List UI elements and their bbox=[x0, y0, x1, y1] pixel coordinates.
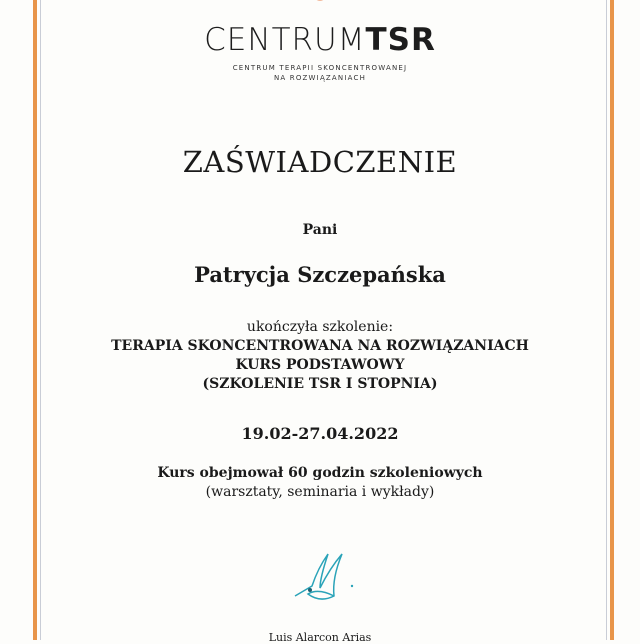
course-name: TERAPIA SKONCENTROWANA NA ROZWIĄZANIACH bbox=[111, 338, 529, 354]
logo bbox=[0, 22, 640, 58]
logo-subtitle bbox=[0, 63, 640, 83]
course-hours bbox=[0, 464, 640, 502]
recipient-name: Patrycja Szczepańska bbox=[194, 262, 446, 287]
logo-subtitle-line: CENTRUM TERAPII SKONCENTROWANEJ bbox=[232, 64, 408, 72]
salutation: Pani bbox=[302, 222, 338, 238]
logo-text-bold: TSR bbox=[365, 22, 436, 58]
certificate-title: ZAŚWIADCZENIE bbox=[182, 145, 458, 179]
hours-detail: (warsztaty, seminaria i wykłady) bbox=[205, 484, 435, 500]
signature bbox=[290, 548, 370, 608]
logo-mark-icon bbox=[300, 0, 340, 6]
course-level: KURS PODSTAWOWY bbox=[235, 357, 405, 373]
hours-line: Kurs obejmował 60 godzin szkoleniowych bbox=[157, 465, 483, 481]
body-line: ukończyła szkolenie: bbox=[246, 319, 394, 335]
course-description bbox=[0, 318, 640, 394]
course-dates: 19.02-27.04.2022 bbox=[241, 424, 399, 443]
logo-subtitle-line: NA ROZWIĄZANIACH bbox=[273, 74, 367, 82]
logo-text-light: CENTRUM bbox=[204, 22, 366, 58]
course-degree: (SZKOLENIE TSR I STOPNIA) bbox=[202, 376, 438, 392]
signer-name: Luis Alarcon Arias bbox=[268, 631, 372, 644]
